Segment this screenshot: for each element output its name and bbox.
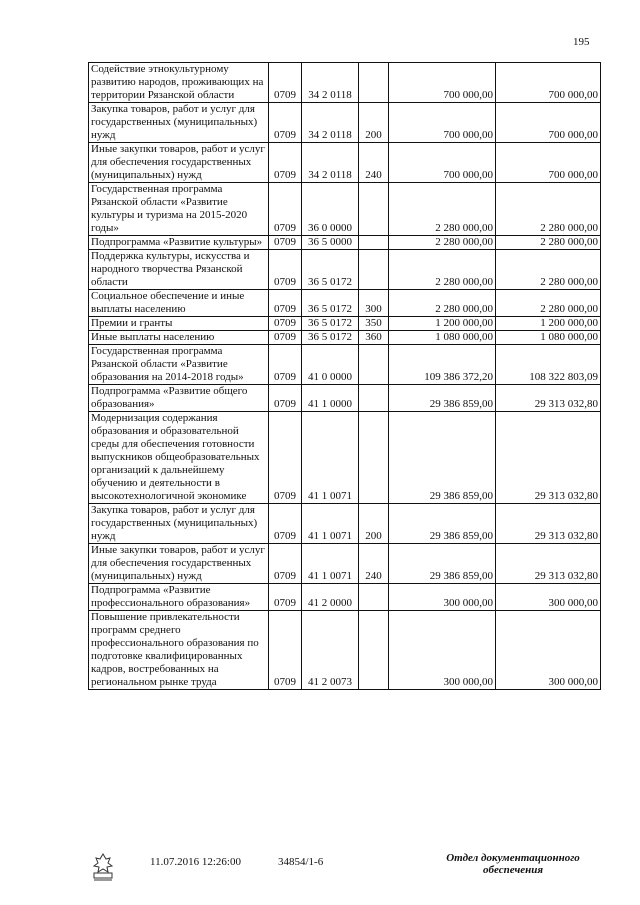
row-amount-year2-cell: 700 000,00: [496, 103, 601, 143]
row-name-cell: Иные закупки товаров, работ и услуг для обеспечения государственных (муниципальных) нужд: [89, 143, 269, 183]
row-amount-year2-cell: 29 313 032,80: [496, 412, 601, 504]
table-row: [89, 236, 601, 250]
table-row: [89, 103, 601, 143]
coat-of-arms-icon: [88, 852, 118, 882]
row-section-cell: 0709: [269, 143, 302, 183]
row-target-article-cell: 34 2 0118: [302, 63, 359, 103]
table-row: [89, 143, 601, 183]
page-number: 195: [573, 36, 590, 48]
row-section-cell: 0709: [269, 250, 302, 290]
row-target-article-cell: 41 1 0071: [302, 412, 359, 504]
row-amount-year1-cell: 1 200 000,00: [389, 317, 496, 331]
row-amount-year1-cell: 2 280 000,00: [389, 236, 496, 250]
row-amount-year2-cell: 300 000,00: [496, 584, 601, 611]
table-row: [89, 317, 601, 331]
row-amount-year1-cell: 29 386 859,00: [389, 412, 496, 504]
row-amount-year1-cell: 1 080 000,00: [389, 331, 496, 345]
row-amount-year2-cell: 1 080 000,00: [496, 331, 601, 345]
row-target-article-cell: 41 2 0073: [302, 611, 359, 690]
row-amount-year2-cell: 29 313 032,80: [496, 504, 601, 544]
row-target-article-cell: 41 1 0000: [302, 385, 359, 412]
row-amount-year2-cell: 1 200 000,00: [496, 317, 601, 331]
row-target-article-cell: 41 0 0000: [302, 345, 359, 385]
row-amount-year1-cell: 700 000,00: [389, 143, 496, 183]
row-expense-type-cell: 300: [359, 290, 389, 317]
row-amount-year1-cell: 700 000,00: [389, 103, 496, 143]
table-row: [89, 250, 601, 290]
row-amount-year1-cell: 2 280 000,00: [389, 183, 496, 236]
table-row: [89, 544, 601, 584]
row-amount-year1-cell: 2 280 000,00: [389, 290, 496, 317]
table-row: [89, 63, 601, 103]
row-expense-type-cell: 240: [359, 544, 389, 584]
row-expense-type-cell: [359, 584, 389, 611]
row-target-article-cell: 36 5 0172: [302, 317, 359, 331]
row-amount-year1-cell: 300 000,00: [389, 584, 496, 611]
row-expense-type-cell: [359, 236, 389, 250]
row-name-cell: Подпрограмма «Развитие профессионального образования»: [89, 584, 269, 611]
row-target-article-cell: 34 2 0118: [302, 143, 359, 183]
row-section-cell: 0709: [269, 345, 302, 385]
row-amount-year2-cell: 2 280 000,00: [496, 250, 601, 290]
row-expense-type-cell: [359, 412, 389, 504]
table-row: [89, 183, 601, 236]
row-target-article-cell: 36 5 0172: [302, 290, 359, 317]
row-target-article-cell: 36 5 0172: [302, 250, 359, 290]
table-row: [89, 385, 601, 412]
row-section-cell: 0709: [269, 385, 302, 412]
row-name-cell: Государственная программа Рязанской области «Развитие культуры и туризма на 2015-2020 годы»: [89, 183, 269, 236]
budget-table: [88, 62, 601, 690]
row-target-article-cell: 34 2 0118: [302, 103, 359, 143]
table-row: [89, 584, 601, 611]
row-section-cell: 0709: [269, 103, 302, 143]
row-section-cell: 0709: [269, 544, 302, 584]
row-name-cell: Содействие этнокультурному развитию народов, проживающих на территории Рязанской области: [89, 63, 269, 103]
row-target-article-cell: 36 0 0000: [302, 183, 359, 236]
row-name-cell: Закупка товаров, работ и услуг для государственных (муниципальных) нужд: [89, 103, 269, 143]
row-amount-year2-cell: 29 313 032,80: [496, 544, 601, 584]
row-name-cell: Государственная программа Рязанской области «Развитие образования на 2014-2018 годы»: [89, 345, 269, 385]
row-expense-type-cell: [359, 611, 389, 690]
row-expense-type-cell: 240: [359, 143, 389, 183]
row-expense-type-cell: [359, 385, 389, 412]
table-row: [89, 331, 601, 345]
row-amount-year1-cell: 29 386 859,00: [389, 385, 496, 412]
row-expense-type-cell: [359, 183, 389, 236]
row-section-cell: 0709: [269, 183, 302, 236]
row-section-cell: 0709: [269, 504, 302, 544]
row-name-cell: Поддержка культуры, искусства и народного творчества Рязанской области: [89, 250, 269, 290]
row-expense-type-cell: 360: [359, 331, 389, 345]
row-name-cell: Подпрограмма «Развитие общего образования»: [89, 385, 269, 412]
row-target-article-cell: 41 1 0071: [302, 544, 359, 584]
row-amount-year1-cell: 700 000,00: [389, 63, 496, 103]
row-target-article-cell: 41 1 0071: [302, 504, 359, 544]
row-amount-year2-cell: 2 280 000,00: [496, 183, 601, 236]
row-amount-year2-cell: 700 000,00: [496, 143, 601, 183]
row-amount-year2-cell: 2 280 000,00: [496, 236, 601, 250]
row-section-cell: 0709: [269, 584, 302, 611]
row-section-cell: 0709: [269, 331, 302, 345]
row-expense-type-cell: 350: [359, 317, 389, 331]
row-section-cell: 0709: [269, 317, 302, 331]
row-expense-type-cell: 200: [359, 504, 389, 544]
row-amount-year2-cell: 300 000,00: [496, 611, 601, 690]
row-expense-type-cell: [359, 250, 389, 290]
row-name-cell: Повышение привлекательности программ среднего профессионального образования по подготовке квалифицированных кадров, востребованных на региональном рынке труда: [89, 611, 269, 690]
footer-department: Отдел документационного обеспечения: [446, 852, 580, 876]
row-amount-year2-cell: 700 000,00: [496, 63, 601, 103]
row-amount-year1-cell: 109 386 372,20: [389, 345, 496, 385]
row-amount-year2-cell: 108 322 803,09: [496, 345, 601, 385]
row-amount-year1-cell: 29 386 859,00: [389, 504, 496, 544]
row-amount-year2-cell: 2 280 000,00: [496, 290, 601, 317]
row-expense-type-cell: [359, 345, 389, 385]
row-name-cell: Иные выплаты населению: [89, 331, 269, 345]
row-name-cell: Премии и гранты: [89, 317, 269, 331]
footer-date: 11.07.2016 12:26:00: [150, 856, 241, 868]
row-name-cell: Модернизация содержания образования и образовательной среды для обеспечения готовности выпускников общеобразовательных организаций к дальнейшему обучению и деятельности в высокотехнологичной экономике: [89, 412, 269, 504]
table-row: [89, 345, 601, 385]
table-row: [89, 412, 601, 504]
row-target-article-cell: 36 5 0172: [302, 331, 359, 345]
table-row: [89, 611, 601, 690]
page-footer: [88, 852, 608, 892]
table-row: [89, 290, 601, 317]
row-section-cell: 0709: [269, 290, 302, 317]
row-section-cell: 0709: [269, 236, 302, 250]
row-target-article-cell: 41 2 0000: [302, 584, 359, 611]
row-amount-year1-cell: 2 280 000,00: [389, 250, 496, 290]
row-amount-year1-cell: 300 000,00: [389, 611, 496, 690]
row-name-cell: Закупка товаров, работ и услуг для государственных (муниципальных) нужд: [89, 504, 269, 544]
row-section-cell: 0709: [269, 611, 302, 690]
row-section-cell: 0709: [269, 63, 302, 103]
footer-document-code: 34854/1-6: [278, 856, 324, 868]
row-expense-type-cell: [359, 63, 389, 103]
row-target-article-cell: 36 5 0000: [302, 236, 359, 250]
row-name-cell: Иные закупки товаров, работ и услуг для обеспечения государственных (муниципальных) нужд: [89, 544, 269, 584]
row-name-cell: Социальное обеспечение и иные выплаты населению: [89, 290, 269, 317]
row-amount-year1-cell: 29 386 859,00: [389, 544, 496, 584]
row-name-cell: Подпрограмма «Развитие культуры»: [89, 236, 269, 250]
row-section-cell: 0709: [269, 412, 302, 504]
row-expense-type-cell: 200: [359, 103, 389, 143]
row-amount-year2-cell: 29 313 032,80: [496, 385, 601, 412]
table-row: [89, 504, 601, 544]
